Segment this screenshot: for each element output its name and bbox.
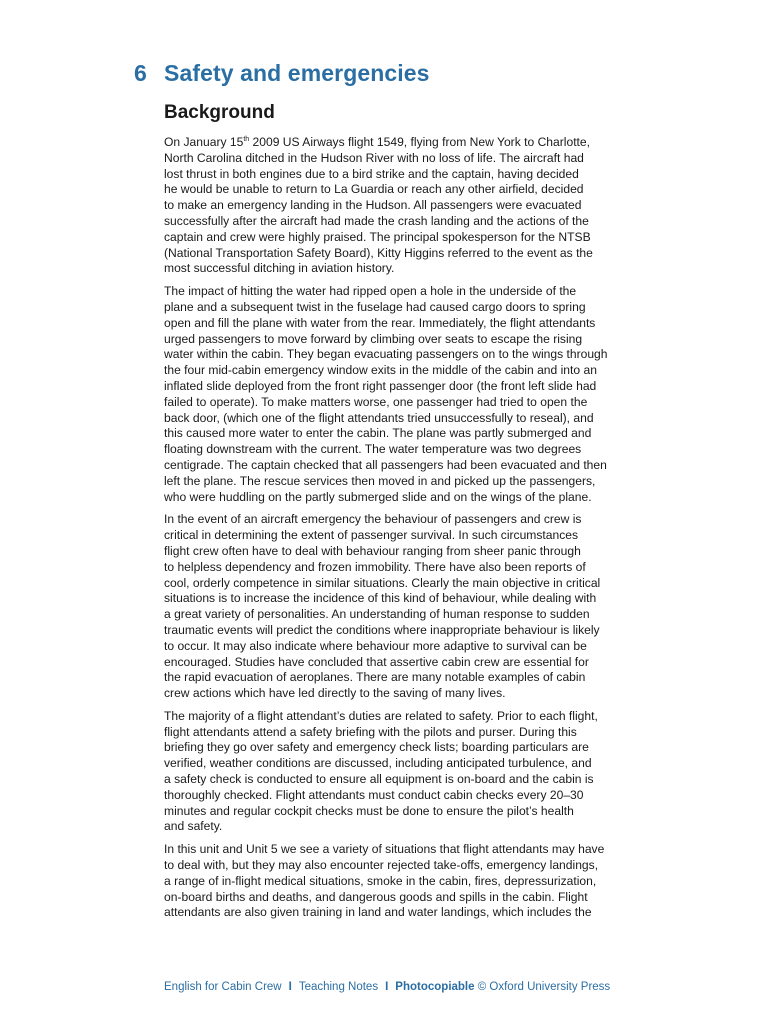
chapter-number: 6 (134, 60, 147, 86)
text-line: successfully after the aircraft had made the crash landing and the actions of the (164, 213, 589, 228)
text-line: he would be unable to return to La Guardia or reach any other airfield, decided (164, 182, 584, 197)
text-segment: On January 15 (164, 135, 244, 149)
ordinal-superscript: th (243, 136, 250, 143)
chapter-title: Safety and emergencies (164, 60, 430, 86)
text-line: to helpless dependency and frozen immobility. There have also been reports of (164, 559, 586, 574)
text-line: North Carolina ditched in the Hudson River with no loss of life. The aircraft had (164, 150, 584, 165)
body-paragraph (164, 709, 664, 835)
text-line: most successful ditching in aviation history. (164, 261, 395, 276)
page-footer (164, 981, 610, 993)
text-line (164, 135, 664, 151)
text-line: minutes and regular cockpit checks must be done to ensure the pilot’s health (164, 803, 574, 818)
text-line: centigrade. The captain checked that all passengers had been evacuated and then (164, 457, 607, 472)
body-paragraph (164, 842, 664, 921)
body-paragraph (164, 135, 664, 277)
text-line: crew actions which have led directly to the saving of many lives. (164, 686, 506, 701)
text-line: In the event of an aircraft emergency the behaviour of passengers and crew is (164, 512, 582, 527)
text-line: encouraged. Studies have concluded that assertive cabin crew are essential for (164, 654, 589, 669)
text-line: failed to operate). To make matters worse, one passenger had tried to open the (164, 394, 588, 409)
text-line: situations is to increase the incidence of this kind of behaviour, while dealing with (164, 591, 597, 606)
footer-separator: I (385, 981, 389, 993)
text-line: to occur. It may also indicate where behaviour more adaptive to survival can be (164, 638, 587, 653)
footer-photocopiable: Photocopiable (395, 981, 475, 993)
text-line: The majority of a flight attendant’s duties are related to safety. Prior to each flight, (164, 708, 598, 723)
text-line: left the plane. The rescue services then moved in and picked up the passengers, (164, 473, 596, 488)
text-line: plane and a subsequent twist in the fuselage had caused cargo doors to spring (164, 299, 586, 314)
section-title: Background (164, 102, 275, 123)
text-line: urged passengers to move forward by climbing over seats to escape the rising (164, 331, 583, 346)
text-line: on-board births and deaths, and dangerous goods and spills in the cabin. Flight (164, 889, 588, 904)
body-paragraph (164, 284, 664, 505)
text-line: briefing they go over safety and emergency check lists; boarding particulars are (164, 740, 589, 755)
text-line: to make an emergency landing in the Hudson. All passengers were evacuated (164, 198, 582, 213)
text-line: who were huddling on the partly submerged slide and on the wings of the plane. (164, 489, 592, 504)
text-line: The impact of hitting the water had ripped open a hole in the underside of the (164, 284, 577, 299)
text-line: cool, orderly competence in similar situations. Clearly the main objective in critical (164, 575, 601, 590)
text-line: and safety. (164, 819, 223, 834)
text-line: verified, weather conditions are discussed, including anticipated turbulence, and (164, 756, 592, 771)
footer-book-title: English for Cabin Crew (164, 981, 282, 993)
chapter-heading (134, 60, 430, 87)
body-text (164, 135, 664, 928)
footer-notes: Teaching Notes (298, 981, 379, 993)
text-line: (National Transportation Safety Board), Kitty Higgins referred to the event as the (164, 245, 593, 260)
text-line: a safety check is conducted to ensure all equipment is on-board and the cabin is (164, 772, 594, 787)
text-line: attendants are also given training in land and water landings, which includes the (164, 905, 592, 920)
text-line: this caused more water to enter the cabin. The plane was partly submerged and (164, 426, 592, 441)
text-line: traumatic events will predict the conditions where inappropriate behaviour is likely (164, 622, 600, 637)
text-line: lost thrust in both engines due to a bird strike and the captain, having decided (164, 166, 579, 181)
text-line: flight attendants attend a safety briefing with the pilots and purser. During this (164, 724, 577, 739)
footer-separator: I (288, 981, 292, 993)
text-line: back door, (which one of the flight attendants tried unsuccessfully to reseal), and (164, 410, 594, 425)
text-line: a range of in-flight medical situations, smoke in the cabin, fires, depressurization, (164, 873, 597, 888)
text-line: thoroughly checked. Flight attendants must conduct cabin checks every 20–30 (164, 787, 584, 802)
text-line: open and fill the plane with water from the rear. Immediately, the flight attendants (164, 315, 596, 330)
text-line: to deal with, but they may also encounter rejected take-offs, emergency landings, (164, 858, 599, 873)
text-line: captain and crew were highly praised. The principal spokesperson for the NTSB (164, 229, 591, 244)
text-line: the four mid-cabin emergency window exits in the middle of the cabin and into an (164, 363, 597, 378)
body-paragraph (164, 512, 664, 702)
text-line: flight crew often have to deal with behaviour ranging from sheer panic through (164, 543, 581, 558)
text-line: critical in determining the extent of passenger survival. In such circumstances (164, 528, 579, 543)
text-line: the rapid evacuation of aeroplanes. There are many notable examples of cabin (164, 670, 586, 685)
text-line: a great variety of personalities. An understanding of human response to sudden (164, 607, 590, 622)
text-line: floating downstream with the current. The water temperature was two degrees (164, 442, 582, 457)
text-segment: 2009 US Airways flight 1549, flying from New York to Charlotte, (249, 135, 590, 149)
footer-publisher: © Oxford University Press (477, 981, 611, 993)
text-line: inflated slide deployed from the front right passenger door (the front left slide had (164, 378, 597, 393)
text-line: In this unit and Unit 5 we see a variety of situations that flight attendants may have (164, 842, 605, 857)
text-line: water within the cabin. They began evacuating passengers on to the wings through (164, 347, 608, 362)
